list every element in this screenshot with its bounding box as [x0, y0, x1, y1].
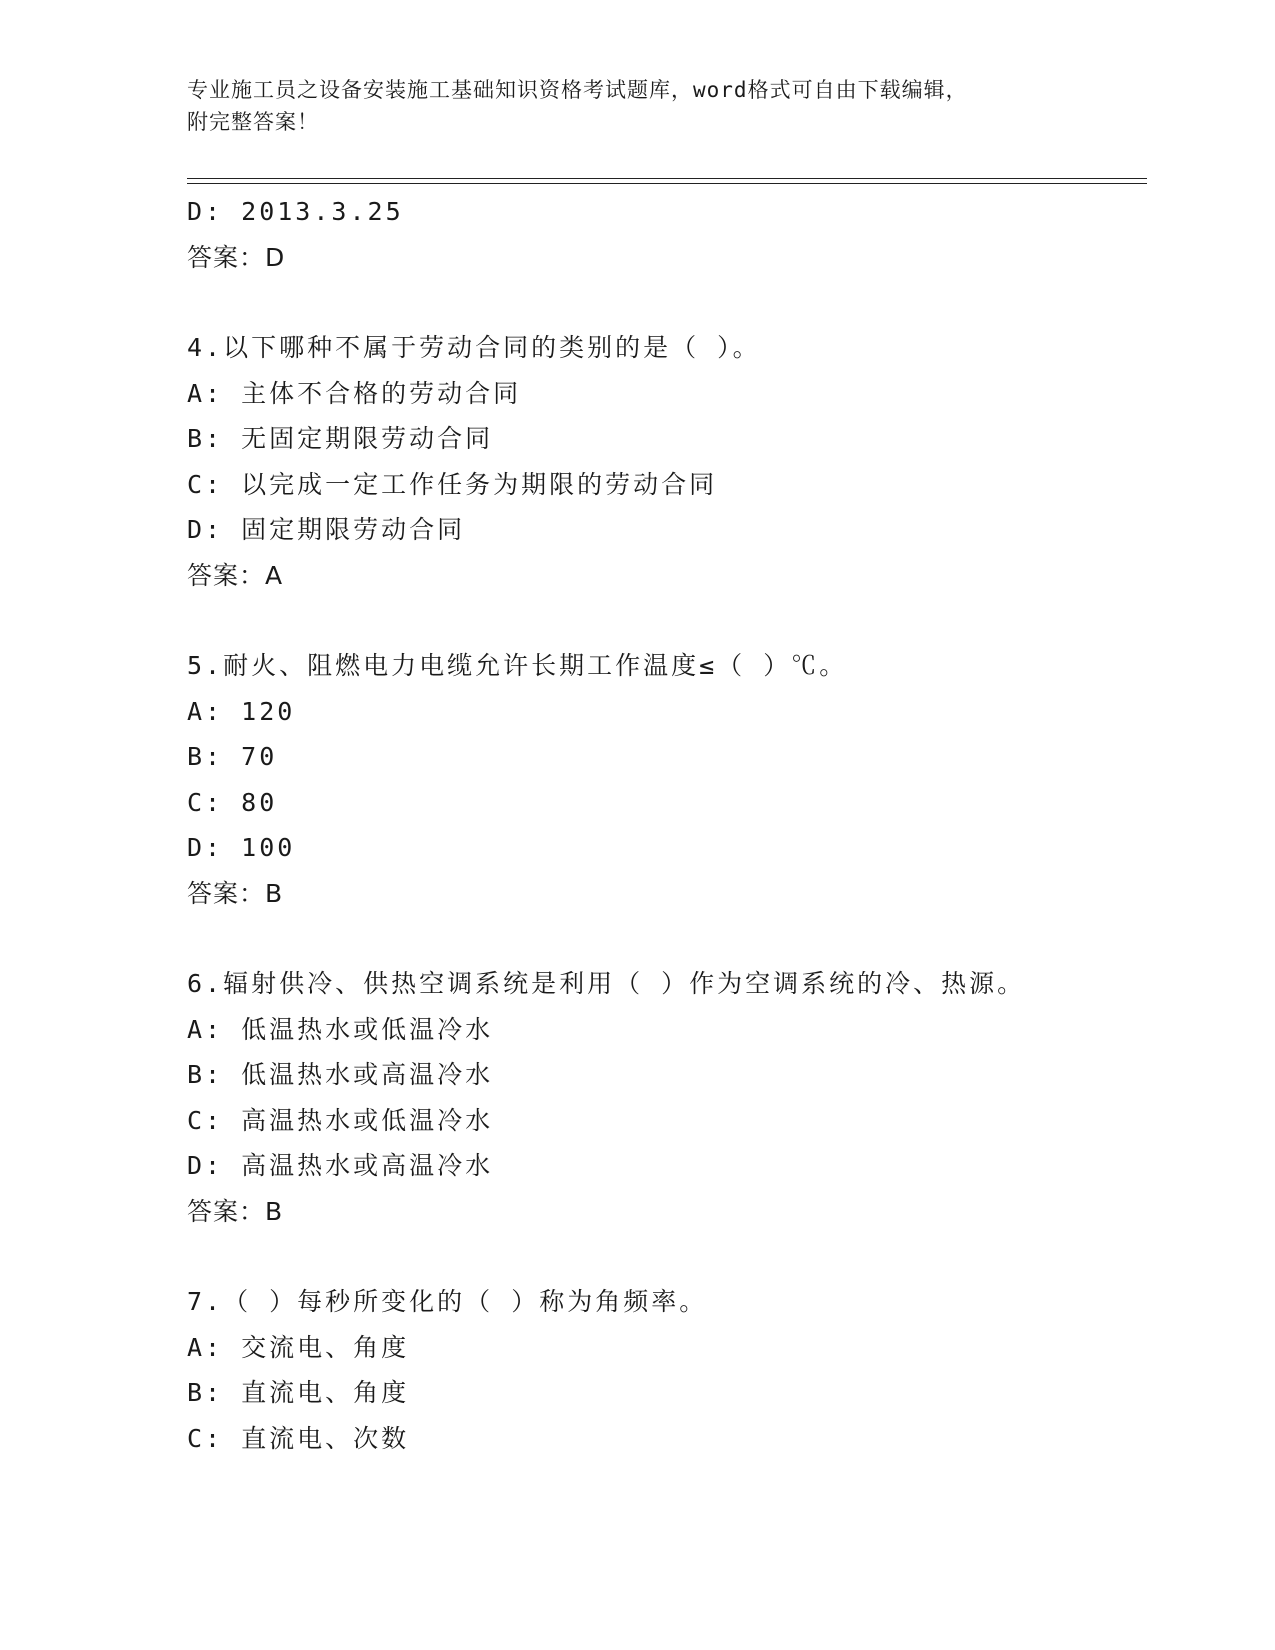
q6-option-a: A: 低温热水或低温冷水 [187, 1014, 494, 1044]
document-header [187, 74, 1087, 138]
q7-option-c: C: 直流电、次数 [187, 1423, 410, 1453]
q5-answer: 答案：B [187, 878, 284, 908]
q4-question: 4.以下哪种不属于劳动合同的类别的是（ ）。 [187, 333, 761, 362]
q6-answer: 答案：B [187, 1196, 284, 1226]
header-line-1: 专业施工员之设备安装施工基础知识资格考试题库，word格式可自由下载编辑， [187, 78, 968, 102]
spacer [187, 1234, 1147, 1279]
spacer [187, 916, 1147, 961]
q6-question: 6.辐射供冷、供热空调系统是利用（ ）作为空调系统的冷、热源。 [187, 969, 1026, 998]
q4-option-c: C: 以完成一定工作任务为期限的劳动合同 [187, 469, 718, 499]
question-list [187, 189, 1147, 1461]
q6-option-d: D: 高温热水或高温冷水 [187, 1151, 494, 1180]
q4-option-d: D: 固定期限劳动合同 [187, 515, 466, 544]
q7-option-b: B: 直流电、角度 [187, 1378, 410, 1407]
q5-option-d: D: 100 [187, 833, 296, 862]
spacer [187, 598, 1147, 643]
header-line-2: 附完整答案！ [187, 110, 319, 134]
spacer [187, 280, 1147, 325]
q5-option-c: C: 80 [187, 787, 278, 817]
q6-option-c: C: 高温热水或低温冷水 [187, 1105, 494, 1135]
q4-answer: 答案：A [187, 560, 284, 590]
q4-option-b: B: 无固定期限劳动合同 [187, 424, 494, 453]
q3-option-d: D: 2013.3.25 [187, 197, 404, 226]
header-divider-bottom [187, 183, 1147, 184]
q4-option-a: A: 主体不合格的劳动合同 [187, 378, 522, 408]
q5-question: 5.耐火、阻燃电力电缆允许长期工作温度≤（ ）℃。 [187, 651, 848, 680]
q5-option-a: A: 120 [187, 696, 296, 726]
q7-option-a: A: 交流电、角度 [187, 1332, 410, 1362]
q7-question: 7.（ ）每秒所变化的（ ）称为角频率。 [187, 1287, 708, 1316]
q5-option-b: B: 70 [187, 742, 278, 771]
header-divider-top [187, 178, 1147, 179]
q3-answer: 答案：D [187, 242, 286, 272]
q6-option-b: B: 低温热水或高温冷水 [187, 1060, 494, 1089]
